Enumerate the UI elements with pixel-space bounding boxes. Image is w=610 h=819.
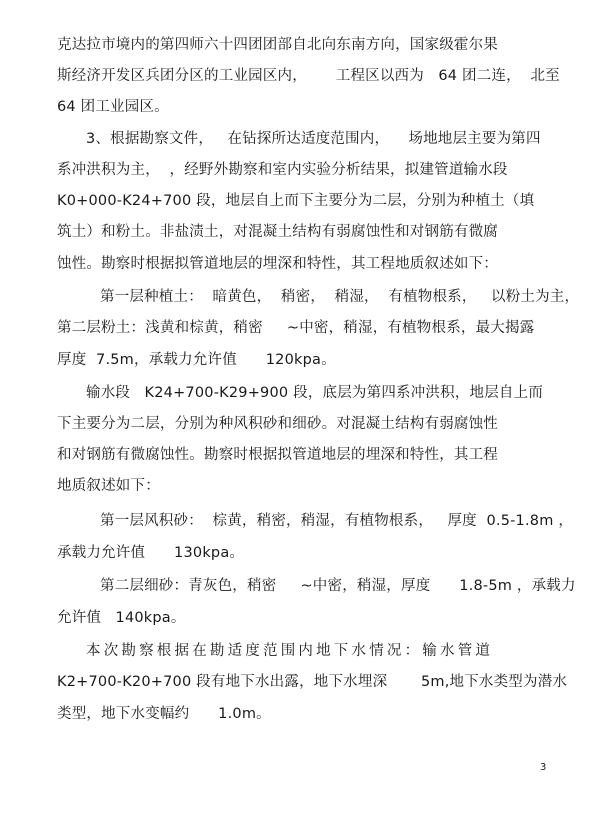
text-line-3: 64 团工业园区。: [57, 99, 169, 115]
text-line-7: 筑土）和粉土。非盐渍土，对混凝土结构有弱腐蚀性和对钢筋有微腐: [57, 224, 498, 240]
text-line-9: 第一层种植土： 暗黄色， 稍密， 稍湿， 有植物根系， 以粉土为主，: [100, 289, 580, 305]
text-line-18: 第二层细砂：青灰色，稍密 ~中密，稍湿，厚度 1.8-5m ，承载力: [100, 578, 576, 594]
text-line-10: 第二层粉土：浅黄和棕黄，稍密 ~中密，稍湿，有植物根系，最大揭露: [57, 320, 535, 336]
text-line-2: 斯经济开发区兵团分区的工业园区内， 工程区以西为 64 团二连， 北至: [57, 68, 560, 84]
text-line-6: K0+000-K24+700 段，地层自上而下主要分为二层，分别为种植土（填: [57, 193, 535, 209]
text-line-21: K2+700-K20+700 段有地下水出露，地下水埋深 5m,地下水类型为潜水: [57, 674, 568, 690]
text-line-1: 克达拉市境内的第四师六十四团团部自北向东南方向，国家级霍尔果: [57, 37, 498, 53]
text-line-16: 第一层风积砂： 棕黄，稍密，稍湿，有植物根系， 厚度 0.5-1.8m ，: [100, 513, 574, 529]
text-line-19: 允许值 140kpa。: [57, 610, 186, 626]
text-line-14: 和对钢筋有微腐蚀性。勘察时根据拟管道地层的埋深和特性，其工程: [57, 447, 498, 463]
text-line-13: 下主要分为二层，分别为种风积砂和细砂。对混凝土结构有弱腐蚀性: [57, 416, 498, 432]
text-line-8: 蚀性。勘察时根据拟管道地层的埋深和特性，其工程地质叙述如下：: [57, 256, 498, 272]
text-line-4: 3、根据勘察文件， 在钻探所达适度范围内， 场地地层主要为第四: [86, 131, 541, 147]
text-line-12: 输水段 K24+700-K29+900 段，底层为第四系冲洪积，地层自上而: [86, 385, 544, 401]
page-number: 3: [540, 762, 547, 773]
text-line-5: 系冲洪积为主， ，经野外勘察和室内实验分析结果，拟建管道输水段: [57, 162, 508, 178]
text-line-17: 承载力允许值 130kpa。: [57, 545, 245, 561]
text-line-20: 本次勘察根据在勘适度范围内地下水情况：输水管道: [86, 643, 494, 659]
text-line-15: 地质叙述如下：: [57, 478, 160, 494]
text-line-11: 厚度 7.5m，承载力允许值 120kpa。: [57, 352, 336, 368]
text-line-22: 类型，地下水变幅约 1.0m。: [57, 706, 271, 722]
